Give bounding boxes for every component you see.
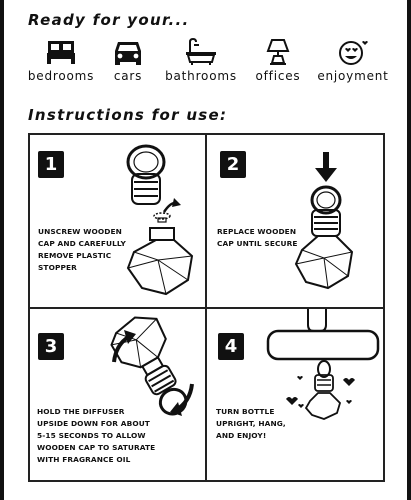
- step-3-illustration: [108, 314, 204, 424]
- instructions-title: Instructions for use:: [28, 106, 228, 124]
- step-3-line: 5-15 SECONDS TO ALLOW: [37, 431, 146, 440]
- ready-title: Ready for your...: [28, 11, 190, 29]
- right-border: [407, 0, 411, 500]
- step-4-line: UPRIGHT, HANG,: [216, 419, 286, 428]
- step-4-line: TURN BOTTLE: [216, 407, 275, 416]
- step-1-line: CAP AND CAREFULLY: [38, 239, 126, 248]
- step-2-line: REPLACE WOODEN: [217, 227, 297, 236]
- left-border: [0, 0, 4, 500]
- use-offices: [239, 38, 317, 83]
- step-3-line: HOLD THE DIFFUSER: [37, 407, 125, 416]
- step-3-line: UPSIDE DOWN FOR ABOUT: [37, 419, 150, 428]
- step-3-line: WITH FRAGRANCE OIL: [37, 455, 131, 464]
- use-bathrooms: [162, 38, 240, 83]
- use-label: bedrooms: [27, 69, 95, 83]
- step-1-line: UNSCREW WOODEN: [38, 227, 122, 236]
- step-1-number: 1: [38, 151, 64, 178]
- step-2-illustration: [290, 150, 370, 300]
- step-4-number: 4: [218, 333, 244, 360]
- step-1-line: REMOVE PLASTIC: [38, 251, 112, 260]
- step-1-line: STOPPER: [38, 263, 77, 272]
- use-label: offices: [255, 69, 301, 83]
- step-3-line: WOODEN CAP TO SATURATE: [37, 443, 156, 452]
- use-label: bathrooms: [165, 69, 237, 83]
- bathtub-icon: [185, 38, 217, 66]
- step-2-line: CAP UNTIL SECURE: [217, 239, 298, 248]
- step-1-text: [38, 226, 126, 274]
- use-enjoyment: [314, 38, 392, 83]
- step-4-illustration: [262, 309, 384, 419]
- step-1-illustration: [118, 140, 204, 300]
- use-label: enjoyment: [317, 69, 389, 83]
- heart-eyes-icon: [336, 38, 370, 66]
- use-label: cars: [113, 69, 143, 83]
- step-2-number: 2: [220, 151, 246, 178]
- step-4-line: AND ENJOY!: [216, 431, 267, 440]
- step-3-number: 3: [38, 333, 64, 360]
- step-2-text: [217, 226, 298, 250]
- use-cars: [89, 38, 167, 83]
- car-icon: [112, 38, 144, 66]
- bed-icon: [46, 38, 76, 66]
- desk-lamp-icon: [264, 38, 292, 66]
